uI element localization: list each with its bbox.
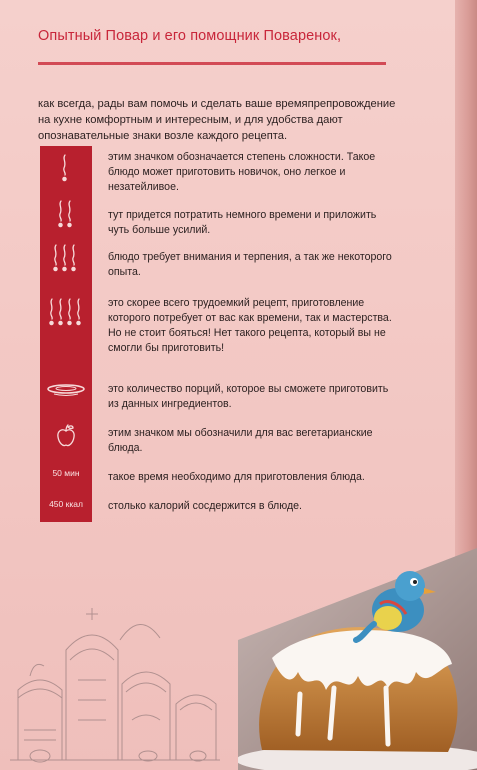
difficulty-4-icon: [40, 296, 92, 330]
cake-photo: [238, 548, 477, 770]
intro-paragraph: как всегда, рады вам помочь и сделать ваше времяпрепровождение на кухне комфортным и интересным, и для удобства дают опознавательные знаки возле каждого рецепта.: [38, 98, 396, 142]
plate-icon: [40, 378, 92, 400]
heading-rule: [38, 62, 386, 65]
difficulty-2-icon: [40, 198, 92, 228]
legend-text-vegetarian: этим значком мы обозначили для вас вегетарианские блюда.: [108, 427, 373, 454]
apple-icon: [40, 422, 92, 450]
legend-text-difficulty-3: блюдо требует внимания и терпения, а так же некоторого опыта.: [108, 251, 392, 278]
calories-label: 450 ккал: [49, 499, 83, 509]
legend-text-difficulty-4: это скорее всего трудоемкий рецепт, приготовление которого потребует от вас как времени, так и мастерства. Но не стоит бояться! Нет такого рецепта, который вы не смогли бы приготовить!: [108, 297, 392, 354]
legend-text-portions: это количество порций, которое вы сможете приготовить из данных ингредиентов.: [108, 383, 389, 410]
page-heading: Опытный Повар и его помощник Поваренок,: [38, 28, 342, 44]
easter-cakes-sketch: [0, 580, 230, 770]
icon-strip: [40, 146, 92, 522]
legend-text-difficulty-2: тут придется потратить немного времени и приложить чуть больше усилий.: [108, 209, 377, 236]
difficulty-1-icon: [40, 152, 92, 182]
difficulty-3-icon: [40, 242, 92, 274]
legend-text-calories: столько калорий сосдержится в блюде.: [108, 500, 302, 512]
time-label: 50 мин: [52, 468, 80, 478]
legend-text-difficulty-1: этим значком обозначается степень сложности. Такое блюдо может приготовить новичок, оно легкое и незатейливое.: [108, 151, 376, 193]
legend-text-time: такое время необходимо для приготовления блюда.: [108, 471, 365, 483]
